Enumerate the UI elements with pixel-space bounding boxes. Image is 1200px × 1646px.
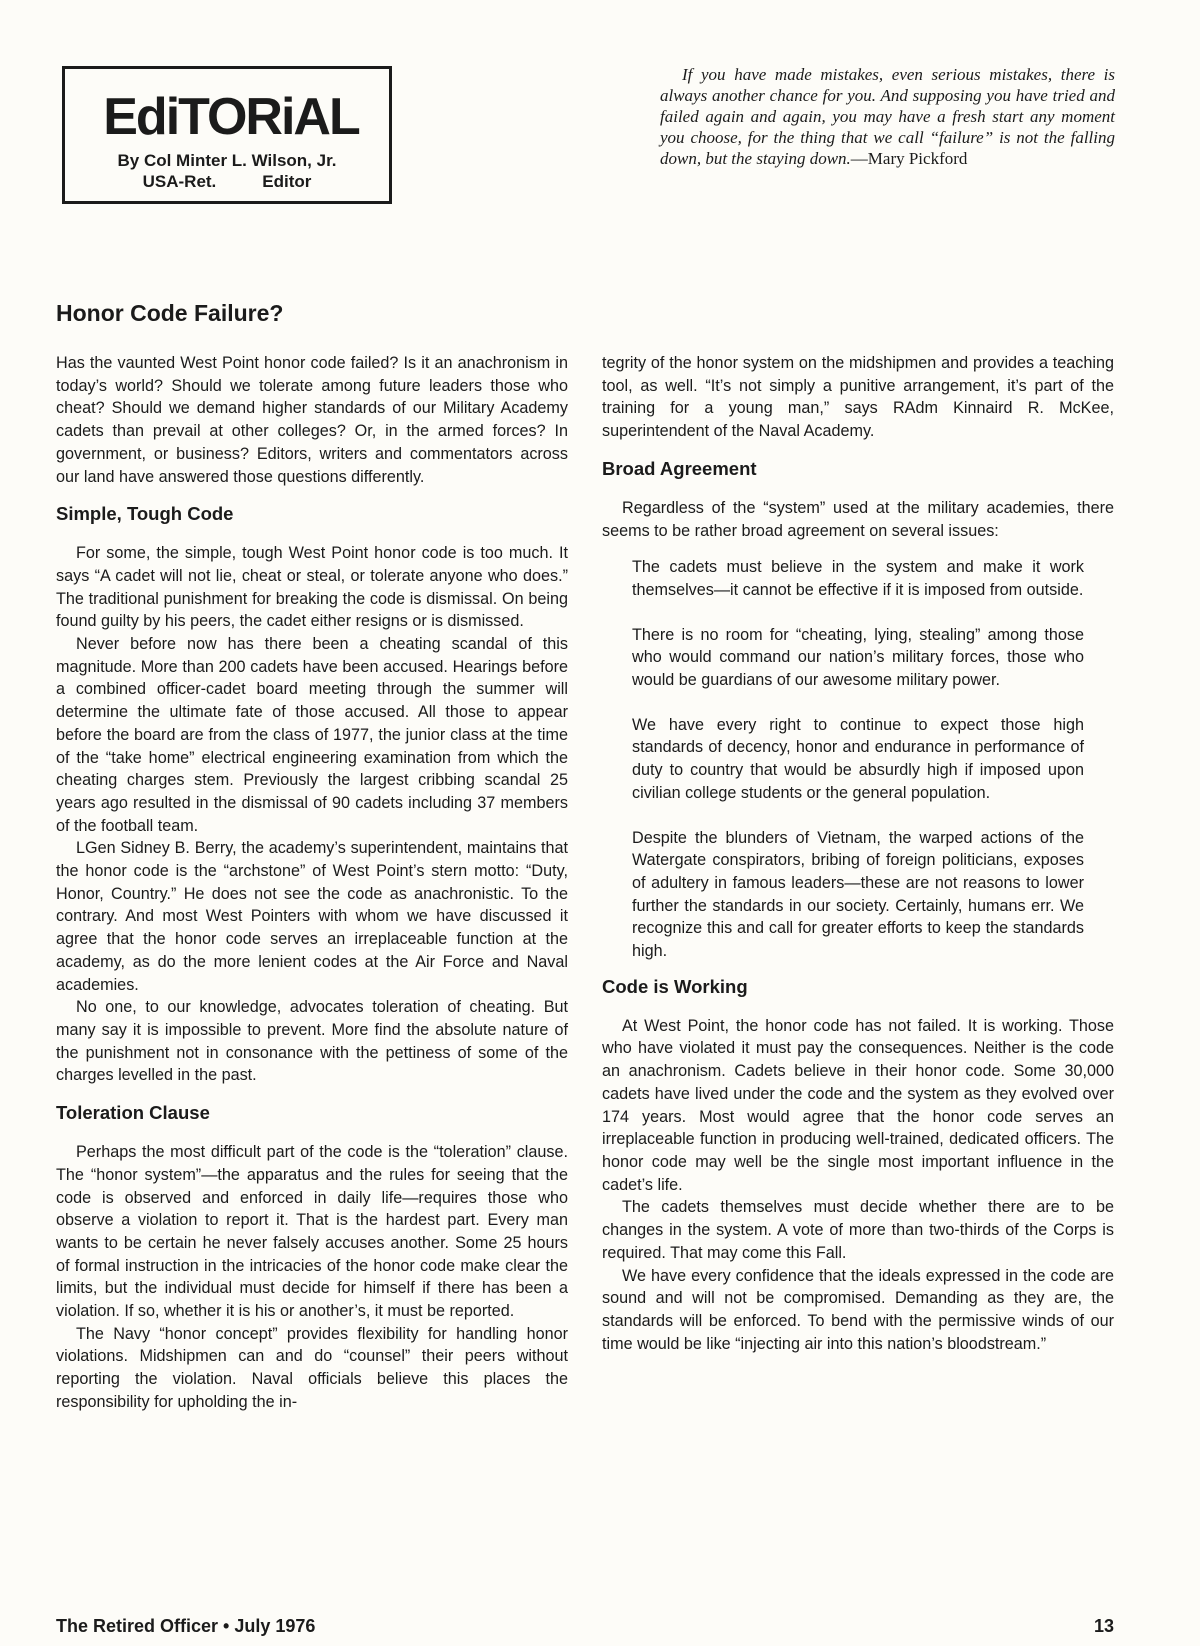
editorial-byline bbox=[65, 150, 389, 192]
agreement-item: There is no room for “cheating, lying, stealing” among those who would command our nation’s military forces, those who would be guardians of our awesome military power. bbox=[632, 625, 1084, 690]
body-paragraph: Never before now has there been a cheating scandal of this magnitude. More than 200 cadets have been accused. Hearings before a combined officer-cadet board meeting through the summer will determine the ultimate fate of those accused. All those to appear before the board are from the class of 1977, the junior class at the time of the “take home” electrical engineering examination from which the cheating charges stem. Previously the largest cribbing scandal 25 years ago resulted in the dismissal of 90 cadets including 37 members of the football team. bbox=[56, 635, 568, 835]
byline-role bbox=[65, 171, 389, 192]
article-title: Honor Code Failure? bbox=[56, 300, 284, 326]
byline-name: By Col Minter L. Wilson, Jr. bbox=[117, 151, 337, 170]
section-heading: Broad Agreement bbox=[602, 457, 757, 479]
section-heading: Simple, Tough Code bbox=[56, 503, 234, 525]
page-number: 13 bbox=[1093, 1616, 1114, 1636]
quote-text: If you have made mistakes, even serious mistakes, there is always another chance for you. And supposing you have tried and failed again and again, you may have a fresh start any moment you choose, for the thing that we call “failure” is not the falling down, but the staying down. bbox=[660, 65, 1115, 168]
editorial-box bbox=[62, 66, 392, 204]
section-heading: Toleration Clause bbox=[56, 1102, 210, 1124]
body-paragraph: LGen Sidney B. Berry, the academy’s superintendent, maintains that the honor code is the “archstone” of West Point’s stern motto: “Duty, Honor, Country.” He does not see the code as anachronistic. To the contrary. And most West Pointers with whom we have discussed it agree that the honor code serves an irreplaceable function at the academy, as do the more lenient codes at the Air Force and Naval academies. bbox=[56, 839, 568, 994]
epigraph-quote bbox=[660, 64, 1115, 169]
body-paragraph: Regardless of the “system” used at the military academies, there seems to be rather broad agreement on several issues: bbox=[602, 498, 1114, 540]
page-footer bbox=[56, 1616, 1114, 1638]
agreement-list bbox=[632, 556, 1084, 963]
byline-rank: USA-Ret. bbox=[142, 172, 217, 191]
article-column-right bbox=[602, 352, 1114, 1355]
body-paragraph: At West Point, the honor code has not failed. It is working. Those who have violated it must pay the consequences. Neither is the code an anachronism. Cadets believe in their honor code. Some 30,000 cadets have lived under the code and the system as they evolved over 174 years. Most would agree that the honor code serves an irreplaceable function in producing well-trained, dedicated officers. The honor code may well be the single most important influence in the cadet’s life. bbox=[602, 1016, 1114, 1194]
body-paragraph: The Navy “honor concept” provides flexibility for handling honor violations. Midshipmen can and do “counsel” their peers without reporting the violation. Naval officials believe this places the responsibility for upholding the in- bbox=[56, 1324, 568, 1411]
body-paragraph: Perhaps the most difficult part of the code is the “toleration” clause. The “honor system”—the apparatus and the rules for seeing that the code is observed and enforced in daily life—requires those who observe a violation to report it. That is the hardest part. Every man wants to be certain he never falsely accuses another. Some 25 hours of formal instruction in the intricacies of the honor code make clear the limits, but the individual must decide for himself if there has been a violation. If so, whether it is his or another’s, it must be reported. bbox=[56, 1143, 568, 1321]
agreement-item: The cadets must believe in the system and make it work themselves—it cannot be effective if it is imposed from outside. bbox=[632, 558, 1084, 599]
byline-title: Editor bbox=[262, 172, 312, 191]
intro-paragraph: Has the vaunted West Point honor code failed? Is it an anachronism in today’s world? Should we tolerate among future leaders those who cheat? Should we demand higher standards of our Military Academy cadets than prevail at other colleges? Or, in the armed forces? In government, or business? Editors, writers and commentators across our land have answered those questions differently. bbox=[56, 354, 568, 486]
body-paragraph: No one, to our knowledge, advocates toleration of cheating. But many say it is impossible to prevent. More find the absolute nature of the punishment not in consonance with the pettiness of some of the charges levelled in the past. bbox=[56, 998, 568, 1085]
body-paragraph: The cadets themselves must decide whether there are to be changes in the system. A vote of more than two-thirds of the Corps is required. That may come this Fall. bbox=[602, 1198, 1114, 1262]
body-paragraph: For some, the simple, tough West Point honor code is too much. It says “A cadet will not lie, cheat or steal, or tolerate anyone who does.” The traditional punishment for breaking the code is dismissal. On being found guilty by his peers, the cadet either resigns or is dismissed. bbox=[56, 544, 568, 631]
section-heading: Code is Working bbox=[602, 975, 748, 997]
agreement-item: Despite the blunders of Vietnam, the warped actions of the Watergate conspirators, bribing of foreign politicians, exposes of adultery in famous leaders—these are not reasons to lower further the standards in our society. Certainly, humans err. We recognize this and call for greater efforts to keep the standards high. bbox=[632, 828, 1084, 961]
article-column-left bbox=[56, 352, 568, 1414]
editorial-logo: EdiTORiAL bbox=[103, 88, 359, 146]
body-paragraph: tegrity of the honor system on the midshipmen and provides a teaching tool, as well. “It’s not simply a punitive arrangement, it’s part of the training for a young man,” says RAdm Kinnaird R. McKee, superintendent of the Naval Academy. bbox=[602, 354, 1114, 441]
quote-author: —Mary Pickford bbox=[850, 149, 968, 168]
body-paragraph: We have every confidence that the ideals expressed in the code are sound and will not be compromised. Demanding as they are, the standards will be enforced. To bend with the permissive winds of our time would be like “injecting air into this nation’s bloodstream.” bbox=[602, 1266, 1114, 1353]
footer-publication: The Retired Officer • July 1976 bbox=[56, 1616, 316, 1636]
agreement-item: We have every right to continue to expect those high standards of decency, honor and endurance in performance of duty to country that would be absurdly high if imposed upon civilian college students or the general population. bbox=[632, 715, 1084, 802]
